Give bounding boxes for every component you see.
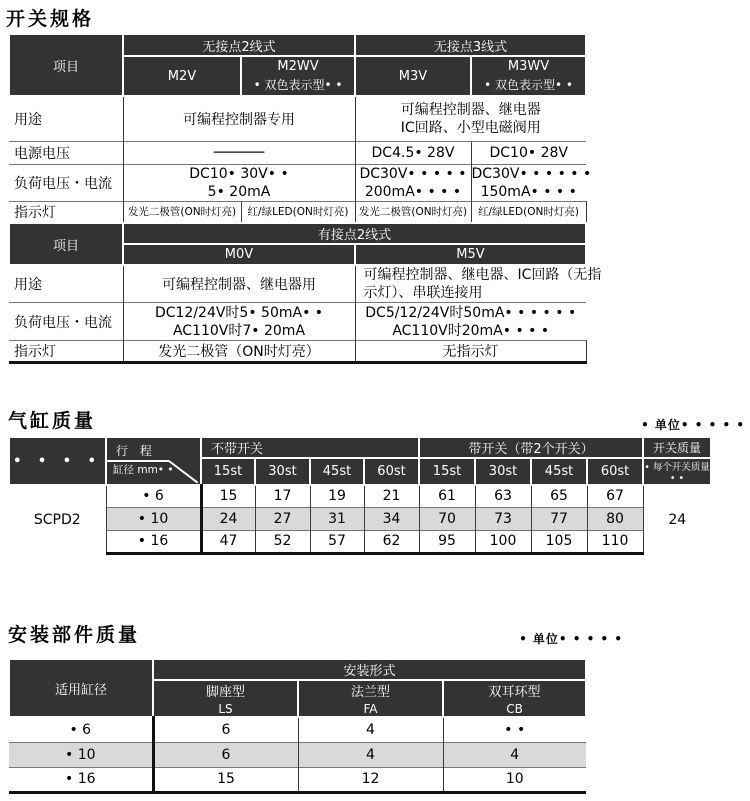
switch-mass-header: 开关质量 — [643, 437, 711, 458]
row-label-application: 用途 — [9, 265, 123, 303]
row-label-load: 负荷电压・电流 — [9, 164, 123, 201]
mounting-mass-unit-note: • 单位• • • • • — [519, 632, 623, 646]
row-label-application: 用途 — [9, 96, 123, 141]
cell-ns: 24 — [201, 507, 255, 530]
indicator-m2wv: 红/绿LED(ON时灯亮) — [241, 201, 355, 223]
mount-type-foot-name: 脚座型 — [205, 685, 245, 700]
row-label-indicator: 指示灯 — [9, 201, 123, 223]
load-2wire — [123, 164, 355, 201]
bore-16: • 16 — [9, 767, 153, 792]
cylinder-mass-header-row — [8, 406, 745, 433]
load-m3wv — [471, 164, 592, 201]
cell-ws: 65 — [531, 485, 587, 507]
item-header: 项目 — [9, 223, 123, 265]
load-m0v-line1: DC12/24V时5• 50mA• • — [154, 304, 324, 321]
cell-ns: 21 — [364, 485, 419, 507]
model-m3v: M3V — [355, 56, 471, 96]
mount-type-clevis-name: 双耳环型 — [488, 685, 541, 700]
load-m3wv-line2: 150mA• • • • — [480, 183, 577, 200]
cell-ns: 47 — [201, 530, 255, 553]
cell-ns: 15 — [201, 485, 255, 507]
diagonal-cell-content — [107, 440, 200, 483]
cell-ws: 67 — [587, 485, 643, 507]
indicator-m3wv: 红/绿LED(ON时灯亮) — [471, 201, 586, 223]
cell-cb: 10 — [443, 767, 586, 792]
load-m0v-line2: AC110V时7• 20mA — [172, 322, 306, 339]
mount-type-flange-name: 法兰型 — [350, 685, 390, 700]
load-2wire-line2: 5• 20mA — [207, 183, 271, 200]
model-m3wv — [471, 56, 586, 96]
cell-ws: 95 — [419, 530, 475, 553]
stroke-60st-sw: 60st — [587, 458, 643, 485]
table-row-bore10 — [9, 507, 711, 530]
row-application — [9, 96, 586, 141]
header-group-row — [9, 34, 586, 56]
group-without-switch: 不带开关 — [201, 437, 419, 458]
header-group-row — [9, 223, 586, 244]
cell-ls: 15 — [153, 767, 298, 792]
cell-fa: 12 — [298, 767, 443, 792]
diagonal-line — [107, 440, 198, 483]
row-indicator — [9, 201, 586, 223]
cylinder-mass-unit-note: • 单位• • • • • — [641, 418, 745, 432]
mounting-mass-header-row — [8, 620, 623, 647]
cell-ns: 52 — [255, 530, 310, 553]
mount-type-foot-code: LS — [218, 702, 233, 716]
load-m0v — [123, 303, 355, 341]
cell-ns: 27 — [255, 507, 310, 530]
bore-6: • 6 — [9, 717, 153, 742]
mount-type-foot — [153, 680, 298, 717]
load-m3v — [355, 164, 471, 201]
mount-type-flange — [298, 680, 443, 717]
mount-type-flange-code: FA — [363, 702, 378, 716]
application-m5v-line1: 可编程控制器、继电器、IC回路（无指 — [363, 267, 602, 283]
table-row-bore6 — [9, 717, 586, 742]
switch-spec-table-contact — [8, 222, 602, 364]
load-m3v-line2: 200mA• • • • — [364, 183, 462, 200]
section-title-switch-specs: 开关规格 — [6, 8, 95, 30]
stroke-bore-diagonal-cell — [106, 437, 201, 485]
cell-ws: 100 — [475, 530, 531, 553]
group-contact-2wire: 有接点2线式 — [123, 223, 586, 244]
load-m3wv-line1: DC30V• • • • • • — [471, 165, 592, 182]
indicator-m3v: 发光二极管(ON时灯亮) — [355, 201, 471, 223]
load-2wire-line1: DC10• 30V• • — [189, 165, 289, 182]
indicator-m0v: 发光二极管（ON时灯亮） — [123, 341, 355, 363]
cell-fa: 4 — [298, 742, 443, 767]
cell-ls: 6 — [153, 742, 298, 767]
row-label-supply-voltage: 电源电压 — [9, 141, 123, 164]
supply-voltage-m3wv: DC10• 28V — [471, 141, 586, 164]
load-m5v — [355, 303, 586, 341]
row-load-voltage-current — [9, 164, 586, 201]
cell-ns: 19 — [310, 485, 364, 507]
cell-ws: 70 — [419, 507, 475, 530]
cell-ns: 17 — [255, 485, 310, 507]
group-contactless-2wire: 无接点2线式 — [123, 34, 355, 56]
switch-mass-value: 24 — [643, 485, 711, 553]
item-header: 项目 — [9, 34, 123, 96]
bore-6: • 6 — [106, 485, 201, 507]
model-m3wv-subtitle: • 双色表示型• • — [484, 78, 573, 92]
model-m2wv-subtitle: • 双色表示型• • — [253, 78, 343, 92]
cell-cb: 4 — [443, 742, 586, 767]
row-label-indicator: 指示灯 — [9, 341, 123, 363]
stroke-60st: 60st — [364, 458, 419, 485]
model-m5v: M5V — [355, 244, 586, 265]
mounting-mass-table — [8, 658, 587, 794]
row-label-load: 负荷电压・电流 — [9, 303, 123, 341]
model-m2wv — [241, 56, 355, 96]
group-with-switch: 带开关（带2个开关） — [419, 437, 643, 458]
row-indicator — [9, 341, 586, 363]
cell-ws: 80 — [587, 507, 643, 530]
cell-ws: 73 — [475, 507, 531, 530]
stroke-30st-sw: 30st — [475, 458, 531, 485]
cell-ns: 34 — [364, 507, 419, 530]
cell-cb: • • — [443, 717, 586, 742]
stroke-45st: 45st — [310, 458, 364, 485]
cell-ws: 77 — [531, 507, 587, 530]
load-m5v-line1: DC5/12/24V时50mA• • • • • • — [365, 304, 577, 321]
application-3wire-line1: 可编程控制器、继电器 — [400, 101, 541, 118]
row-supply-voltage — [9, 141, 586, 164]
cell-ws: 63 — [475, 485, 531, 507]
cell-ls: 6 — [153, 717, 298, 742]
stroke-15st-sw: 15st — [419, 458, 475, 485]
supply-voltage-m3v: DC4.5• 28V — [355, 141, 471, 164]
model-m2v: M2V — [123, 56, 241, 96]
mounting-style-group-header: 安装形式 — [153, 659, 586, 680]
bore-10: • 10 — [106, 507, 201, 530]
cylinder-mass-table — [8, 436, 712, 555]
application-m0v: 可编程控制器、继电器用 — [123, 265, 355, 303]
diagonal-label-bore: 缸径 mm• • — [113, 463, 174, 476]
table-row-bore10 — [9, 742, 586, 767]
table-row-bore16 — [9, 767, 586, 792]
cell-ns: 62 — [364, 530, 419, 553]
corner-dots-cell: • • • • — [9, 437, 106, 485]
indicator-m5v: 无指示灯 — [355, 341, 586, 363]
header-group-row — [9, 437, 711, 458]
stroke-30st: 30st — [255, 458, 310, 485]
cell-ws: 105 — [531, 530, 587, 553]
cell-ws: 110 — [587, 530, 643, 553]
section-title-cylinder-mass: 气缸质量 — [8, 410, 97, 432]
cell-ns: 31 — [310, 507, 364, 530]
bore-10: • 10 — [9, 742, 153, 767]
application-2wire: 可编程控制器专用 — [123, 96, 355, 141]
indicator-m2v: 发光二极管(ON时灯亮) — [123, 201, 241, 223]
diagonal-label-stroke: 行 程 — [116, 443, 156, 458]
application-3wire-line2: IC回路、小型电磁阀用 — [400, 119, 541, 136]
model-m0v: M0V — [123, 244, 355, 265]
table-row-bore6 — [9, 485, 711, 507]
header-group-row — [9, 659, 586, 680]
application-m5v-line2: 示灯）、串联连接用 — [363, 285, 483, 302]
application-3wire — [355, 96, 586, 141]
load-m5v-line2: AC110V时20mA• • • • — [392, 322, 550, 339]
row-load-voltage-current — [9, 303, 586, 341]
mount-type-clevis — [443, 680, 586, 717]
group-contactless-3wire: 无接点3线式 — [355, 34, 586, 56]
application-m5v — [355, 265, 602, 303]
cell-ws: 61 — [419, 485, 475, 507]
load-m3v-line1: DC30V• • • • • — [359, 165, 467, 182]
model-name: SCPD2 — [9, 485, 106, 553]
model-m3wv-name: M3WV — [507, 59, 550, 74]
switch-spec-table-contactless — [8, 33, 592, 225]
cell-fa: 4 — [298, 717, 443, 742]
supply-voltage-2wire: ────── — [123, 141, 355, 164]
applicable-bore-header: 适用缸径 — [9, 659, 153, 717]
stroke-15st: 15st — [201, 458, 255, 485]
table-row-bore16 — [9, 530, 711, 553]
section-title-mounting-mass: 安装部件质量 — [8, 624, 141, 646]
stroke-45st-sw: 45st — [531, 458, 587, 485]
mount-type-clevis-code: CB — [506, 702, 523, 716]
cell-ns: 57 — [310, 530, 364, 553]
per-switch-mass-subheader: • 每个开关质量• • — [643, 458, 711, 485]
row-application — [9, 265, 586, 303]
bore-16: • 16 — [106, 530, 201, 553]
model-m2wv-name: M2WV — [277, 59, 319, 74]
